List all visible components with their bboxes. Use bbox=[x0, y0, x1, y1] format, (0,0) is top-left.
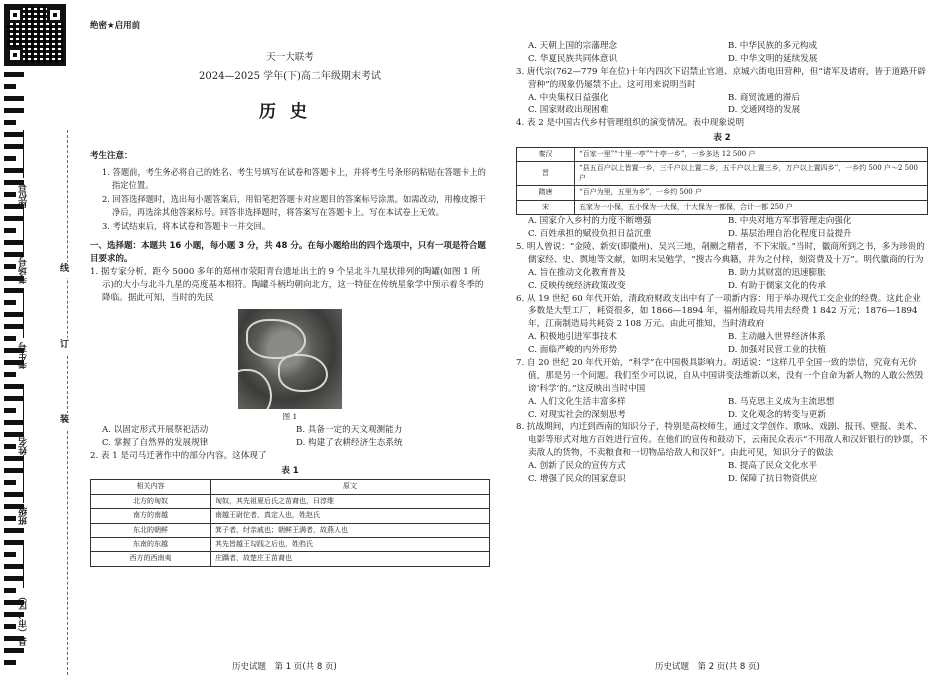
option[interactable]: A. 天朝上国的宗藩理念 bbox=[528, 41, 618, 51]
option[interactable]: A. 以固定形式开展祭祀活动 bbox=[102, 424, 209, 435]
option[interactable]: C. 掌握了自然界的发展规律 bbox=[102, 437, 209, 448]
notice-item: 3. 考试结束后，将本试卷和答题卡一并交回。 bbox=[102, 221, 271, 231]
option[interactable]: D. 交通网络的发展 bbox=[728, 105, 801, 116]
question-1-stem: 1. 据专家分析，距今 5000 多年的郑州市荥阳青台遗址出土的 9 个呈北斗九星状排列的陶罐(如图 1 所示)的大小与北斗九星的亮度基本相符。陶罐斗柄均朝向北方，这一特征在传统星象学中预示着冬季的降临。据此可知，当时的先民 bbox=[90, 266, 484, 303]
option[interactable]: D. 文化观念的转变与更新 bbox=[728, 409, 826, 420]
option[interactable]: B. 中央对地方军事管理走向强化 bbox=[728, 216, 852, 227]
option[interactable]: A. 积极地引进军事技术 bbox=[528, 332, 618, 343]
table-row bbox=[91, 538, 490, 552]
table-cell: 东南的东越 bbox=[91, 538, 211, 552]
question-4-options bbox=[516, 215, 928, 241]
exam-title: 2024—2025 学年(下)高二年级期末考试 bbox=[199, 71, 381, 82]
exam-org: 天一大联考 bbox=[266, 51, 314, 63]
table-cell: 西方的西南夷 bbox=[91, 552, 211, 566]
table-row bbox=[517, 147, 928, 161]
table-row bbox=[91, 509, 490, 523]
binding-strip bbox=[0, 0, 88, 688]
question-1-options bbox=[90, 424, 490, 450]
table-header-row bbox=[91, 480, 490, 494]
table-cell: 庄蹻者，故楚庄王苗裔也 bbox=[211, 552, 490, 566]
table-row bbox=[91, 552, 490, 566]
table-cell: 北方的匈奴 bbox=[91, 494, 211, 508]
option[interactable]: B. 具备一定的天文观测能力 bbox=[296, 424, 403, 435]
notice-item: 1. 答题前，考生务必将自己的姓名、考生号填写在试卷和答题卡上，并将考生号条形码粘贴在答题卡上的指定位置。 bbox=[102, 167, 486, 190]
option[interactable]: A. 人们文化生活丰富多样 bbox=[528, 396, 626, 407]
table-row bbox=[517, 200, 928, 214]
cut-mark-pack: 装 bbox=[60, 413, 69, 429]
option[interactable]: D. 加强对民营工业的扶植 bbox=[728, 345, 826, 356]
cut-mark-bind: 订 bbox=[60, 338, 69, 354]
question-2-stem: 2. 表 1 是司马迁著作中的部分内容。这体现了 bbox=[90, 450, 267, 461]
notice-block bbox=[90, 150, 490, 233]
option[interactable]: C. 反映传统经济政策改变 bbox=[528, 280, 626, 291]
question-8-options bbox=[516, 460, 928, 486]
option[interactable]: C. 华夏民族共同体意识 bbox=[528, 53, 618, 64]
name-field[interactable]: 姓名 bbox=[18, 385, 48, 455]
question-7-stem: 7. 自 20 世纪 20 年代开始，“科学”在中国极具影响力。胡适说：“这样几乎全国一致的崇信，究竟有无价值，那是另一个问题。我们至少可以说，自从中国讲变法维新以来，没有一个自命为新人物的人敢公然毁谤‘科学’的。”这反映出当时中国 bbox=[516, 357, 924, 394]
table-1-caption: 表 1 bbox=[281, 465, 299, 476]
option[interactable]: B. 商贸流通的滞后 bbox=[728, 92, 800, 103]
table-cell: 匈奴，其先祖夏后氏之苗裔也，曰淳维 bbox=[211, 494, 490, 508]
table-row bbox=[517, 186, 928, 200]
option[interactable]: B. 提高了民众文化水平 bbox=[728, 461, 818, 472]
table-row bbox=[517, 162, 928, 186]
option[interactable]: C. 增强了民众的国家意识 bbox=[528, 473, 626, 484]
table-cell: 宋 bbox=[517, 200, 575, 214]
option[interactable]: B. 马克思主义成为主流思想 bbox=[728, 396, 835, 407]
figure-1-photo bbox=[238, 309, 342, 409]
page-2 bbox=[516, 40, 928, 486]
section-heading: 一、选择题：本题共 16 小题，每小题 3 分，共 48 分。在每小题给出的四个选项中，只有一项是符合题目要求的。 bbox=[90, 241, 486, 265]
page-1-footer: 历史试题 第 1 页(共 8 页) bbox=[232, 662, 337, 672]
candidate-number-field[interactable]: 考生号 bbox=[18, 290, 48, 369]
table-cell: 其先皆越王勾践之后也，姓驺氏 bbox=[211, 538, 490, 552]
question-5-options bbox=[516, 267, 928, 293]
option[interactable]: B. 主动融入世界经济体系 bbox=[728, 332, 826, 343]
figure-1-caption: 图 1 bbox=[282, 411, 298, 421]
option[interactable]: D. 构建了农耕经济生态系统 bbox=[296, 437, 403, 448]
table-cell: 五家为一小保，五小保为一大保，十大保为一都保，合计一都 250 户 bbox=[575, 200, 928, 214]
table-1 bbox=[90, 479, 490, 567]
option[interactable]: A. 旨在推动文化教育普及 bbox=[528, 267, 626, 278]
question-3-stem: 3. 唐代宗(762—779 年在位)十年内四次下诏禁止官道、京城六街电田营种，但“诸军及诸府，皆于道路开辟营种”的现象仍屡禁不止。这可用来说明当时 bbox=[516, 66, 926, 90]
county-field[interactable]: 县（市、区） bbox=[18, 540, 48, 646]
table-cell: 晋 bbox=[517, 162, 575, 186]
subject-title: 历史 bbox=[259, 102, 321, 122]
question-6-stem: 6. 从 19 世纪 60 年代开始，清政府财政支出中有了一项新内容：用于举办现代工交企业的经费。这此企业多数是大型工厂，耗资很多，如 1866—1894 年，福州船政局共用去经费 1 842 万元；1876—1894 年，江南制造局共耗资 2 108 万元。由此可推知，当时清政府 bbox=[516, 293, 921, 330]
option[interactable]: A. 国家介入乡村的力度不断增强 bbox=[528, 216, 652, 227]
option[interactable]: D. 有助于儒家文化的传承 bbox=[728, 280, 826, 291]
table-cell: “县五百户以上皆置一乡，三千户以上置二乡，五千户以上置三乡，万户以上置四乡”，一乡约 500 户～2 500 户 bbox=[575, 162, 928, 186]
option[interactable]: C. 国家财政出现困难 bbox=[528, 105, 609, 116]
table-2-caption: 表 2 bbox=[713, 133, 731, 144]
table-cell: 隋唐 bbox=[517, 186, 575, 200]
table-cell: “百户为里，五里为乡”，一乡约 500 户 bbox=[575, 186, 928, 200]
table-cell: 秦汉 bbox=[517, 147, 575, 161]
table-row bbox=[91, 494, 490, 508]
question-4-stem: 4. 表 2 是中国古代乡村管理组织的演变情况。表中现象说明 bbox=[516, 118, 745, 129]
option[interactable]: A. 中央集权日益强化 bbox=[528, 92, 609, 103]
table-cell: “百家一里”“十里一亭”“十亭一乡”，一乡多达 12 500 户 bbox=[575, 147, 928, 161]
qr-code bbox=[4, 4, 66, 66]
option[interactable]: C. 对现实社会的深刻思考 bbox=[528, 409, 626, 420]
question-2-options bbox=[516, 40, 928, 66]
table-cell: 南越王尉佗者，真定人也，姓赵氏 bbox=[211, 509, 490, 523]
cut-line bbox=[67, 130, 68, 675]
table-cell: 南方的南越 bbox=[91, 509, 211, 523]
table-cell: 东北的朝鲜 bbox=[91, 523, 211, 537]
notice-item: 2. 回答选择题时，选出每小题答案后，用铅笔把答题卡对应题目的答案标号涂黑。如需改动，用橡皮擦干净后，再选涂其他答案标号。回答非选择题时，将答案写在答题卡上。写在本试卷上无效。 bbox=[102, 194, 486, 217]
option[interactable]: B. 中华民族的多元构成 bbox=[728, 41, 818, 51]
table-2 bbox=[516, 147, 928, 215]
question-3-options bbox=[516, 92, 928, 118]
secret-label: 绝密★启用前 bbox=[90, 21, 141, 31]
class-field[interactable]: 班级 bbox=[18, 455, 48, 525]
page-2-footer: 历史试题 第 2 页(共 8 页) bbox=[655, 662, 760, 672]
question-8-stem: 8. 抗战期间，内迁到西南的知识分子，特别是高校师生，通过文学创作、歌咏、戏剧、报刊、壁报、美术、电影等形式对地方百姓进行宣传。在他们的宣传和鼓动下，云南民众表示“不用敌人和汉奸银行的钞票，不卖敌人的货物，不卖粮食和一切物品给敌人和汉奸”。由此可见，知识分子的做法 bbox=[516, 422, 928, 459]
option[interactable]: B. 助力其财富的迅速膨胀 bbox=[728, 267, 826, 278]
option[interactable]: D. 中华文明的延续发展 bbox=[728, 53, 818, 64]
table-header: 原文 bbox=[211, 480, 490, 494]
seat-number-field[interactable]: 座位号 bbox=[18, 130, 48, 209]
question-5-stem: 5. 明人曾说：“金陵、新安(即徽州)、吴兴三地，剞劂之精者，不下宋版。”当时，徽商所到之书，多为珍贵的儒家经、史、舆地等文献，如明末吴勉学，“搜古今典籍，并为之付梓，刻资费及十万”。明代徽商的行为 bbox=[516, 241, 925, 265]
option[interactable]: D. 保障了抗日物资供应 bbox=[728, 473, 818, 484]
option[interactable]: A. 创新了民众的宣传方式 bbox=[528, 461, 626, 472]
option[interactable]: D. 基层治理自治化程度日益提升 bbox=[728, 229, 852, 240]
table-row bbox=[91, 523, 490, 537]
cut-mark-line: 线 bbox=[60, 262, 69, 278]
option[interactable]: C. 百姓承担的赋役负担日益沉重 bbox=[528, 229, 652, 240]
table-header: 相关内容 bbox=[91, 480, 211, 494]
exam-room-field[interactable]: 考场号 bbox=[18, 205, 48, 284]
notice-title: 考生注意： bbox=[90, 150, 133, 161]
question-7-options bbox=[516, 396, 928, 422]
page-1 bbox=[90, 20, 490, 567]
option[interactable]: C. 面临严峻的内外形势 bbox=[528, 345, 618, 356]
table-cell: 箕子者，纣亲戚也；朝鲜王满者，故燕人也 bbox=[211, 523, 490, 537]
question-6-options bbox=[516, 331, 928, 357]
